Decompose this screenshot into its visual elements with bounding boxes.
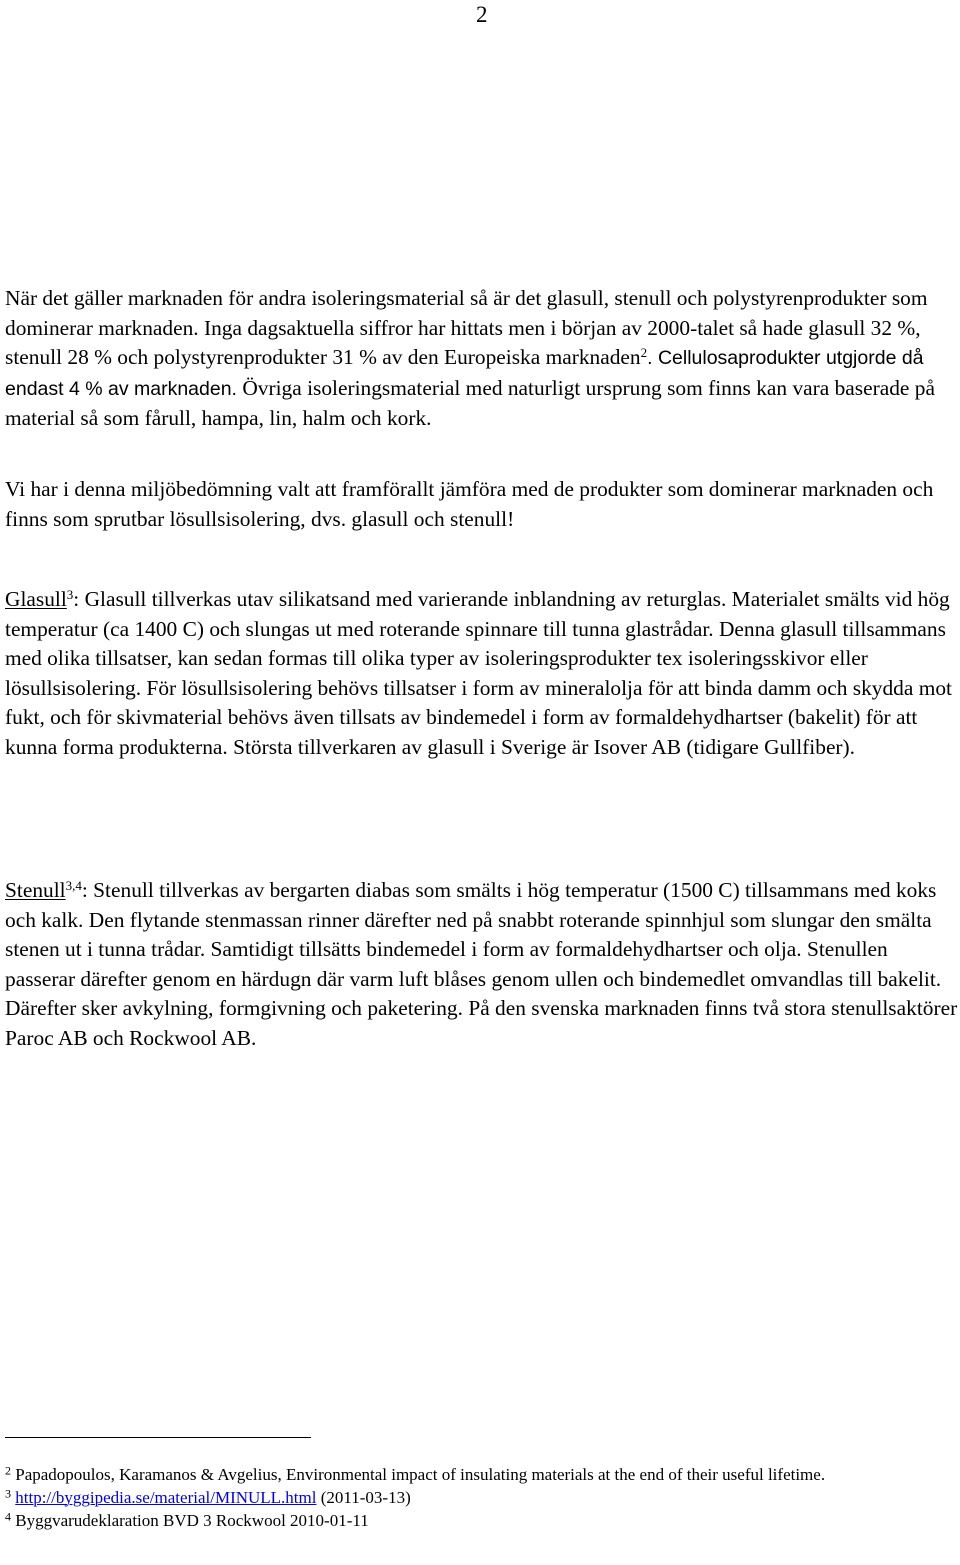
footnote-text: Byggvarudeklaration BVD 3 Rockwool 2010-01-11 xyxy=(11,1511,369,1530)
market-text-c: Övriga isoleringsmaterial med naturligt ursprung som finns kan vara baserade på material så som fårull, hampa, lin, halm och kork. xyxy=(5,375,935,430)
footnotes xyxy=(5,1463,960,1532)
footnote-number: 2 xyxy=(5,1463,11,1478)
market-text-a: När det gäller marknaden för andra isoleringsmaterial så är det glasull, stenull och polystyrenprodukter som dominerar marknaden. Inga dagsaktuella siffror har hittats men i början av 2000-talet så hade glasull 32 %, stenull 28 % och polystyrenprodukter 31 % av den Europeiska marknaden xyxy=(5,286,928,369)
footnote-text: Papadopoulos, Karamanos & Avgelius, Environmental impact of insulating materials at the end of their useful lifetime. xyxy=(11,1465,826,1484)
page-number: 2 xyxy=(476,2,488,27)
footnote-separator xyxy=(5,1437,311,1438)
stenull-heading: Stenull xyxy=(5,878,66,902)
footnote-4 xyxy=(5,1509,960,1532)
footnote-3 xyxy=(5,1486,960,1509)
market-paragraph xyxy=(5,284,960,434)
glasull-paragraph xyxy=(5,585,960,762)
footnote-number: 3 xyxy=(5,1486,11,1501)
footnote-ref-3: 3 xyxy=(66,586,74,602)
glasull-heading: Glasull xyxy=(5,587,67,611)
byggipedia-link[interactable]: http://byggipedia.se/material/MINULL.html xyxy=(15,1488,317,1507)
footnote-ref-2: 2 xyxy=(640,344,648,360)
footnote-number: 4 xyxy=(5,1509,11,1524)
footnote-ref-3-4: 3,4 xyxy=(65,877,82,893)
footnote-text: (2011-03-13) xyxy=(316,1488,411,1507)
market-text-b: . Cellulosaprodukter utgjorde då endast 4 % av marknaden. xyxy=(5,347,924,400)
glasull-text: : Glasull tillverkas utav silikatsand med varierande inblandning av returglas. Materialet smälts vid hög temperatur (ca 1400 C) och slungas ut med roterande spinnare till tunna glastrådar. Denna glasull tillsammans med olika tillsatser, kan sedan formas till olika typer av isoleringsprodukter tex isoleringsskivor eller lösullsisolering. För lösullsisolering behövs tillsatser i form av mineralolja för att binda damm och skydda mot fukt, och för skivmaterial behövs även tillsats av bindemedel i form av formaldehydhartser (bakelit) för att kunna forma produkterna. Största tillverkaren av glasull i Sverige är Isover AB (tidigare Gullfiber). xyxy=(5,587,952,759)
comparison-paragraph: Vi har i denna miljöbedömning valt att framförallt jämföra med de produkter som dominerar marknaden och finns som sprutbar lösullsisolering, dvs. glasull och stenull! xyxy=(5,477,934,531)
footnote-2 xyxy=(5,1463,960,1486)
stenull-text: : Stenull tillverkas av bergarten diabas som smälts i hög temperatur (1500 C) tillsammans med koks och kalk. Den flytande stenmassan rinner därefter ned på snabbt roterande spinnhjul som slungar den smälta stenen ut i tunna trådar. Samtidigt tillsätts bindemedel i form av formaldehydhartser och olja. Stenullen passerar därefter genom en härdugn där varm luft blåses genom ullen och bindemedlet omvandlas till bakelit. Därefter sker avkylning, formgivning och paketering. På den svenska marknaden finns två stora stenullsaktörer Paroc AB och Rockwool AB. xyxy=(5,878,958,1050)
stenull-paragraph xyxy=(5,876,960,1053)
